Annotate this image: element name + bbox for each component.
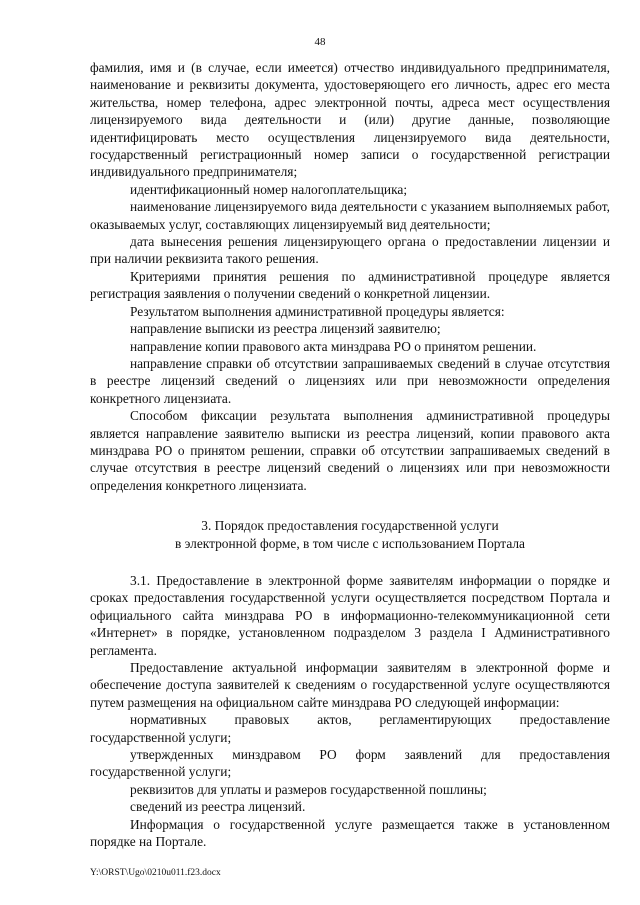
- paragraph: направление справки об отсутствии запрашиваемых сведений в случае отсутствия в реестре лицензий сведений о лицензиях или при невозможности определения конкретного лицензиата.: [90, 355, 610, 406]
- paragraph: нормативных правовых актов, регламентирующих предоставление государственной услуги;: [90, 712, 610, 745]
- paragraph: Критериями принятия решения по административной процедуре является регистрация заявления о получении сведений о конкретной лицензии.: [90, 268, 610, 302]
- paragraph: направление выписки из реестра лицензий заявителю;: [130, 321, 441, 337]
- paragraph: идентификационный номер налогоплательщика;: [130, 181, 408, 197]
- paragraph: реквизитов для уплаты и размеров государственной пошлины;: [130, 781, 487, 797]
- paragraph: Результатом выполнения административной процедуры является:: [130, 303, 505, 319]
- paragraph: 3.1. Предоставление в электронной форме заявителям информации о порядке и сроках предоставления государственной услуги осуществляется посредством Портала и официального сайта минздрава РО в информационно-телекоммуникационной сети «Интернет» в порядке, установленном подразделом 3 раздела I Административного регламента.: [90, 572, 610, 658]
- paragraph: утвержденных минздравом РО форм заявлений для предоставления государственной услуги;: [90, 747, 610, 780]
- page-number: 48: [314, 36, 326, 48]
- paragraph: Информация о государственной услуге размещается также в установленном порядке на Портале.: [90, 816, 610, 850]
- section-heading: [90, 517, 610, 552]
- footer-file-path: Y:\ORST\Ugo\0210u011.f23.docx: [90, 868, 221, 878]
- paragraphs-before: [90, 59, 610, 494]
- section-heading-line-2: в электронной форме, в том числе с использованием Портала: [174, 535, 526, 551]
- paragraph: направление копии правового акта минздрава РО о принятом решении.: [130, 338, 537, 354]
- paragraph: наименование лицензируемого вида деятельности с указанием выполняемых работ, оказываемых услуг, составляющих лицензируемый вид деятельности;: [90, 199, 610, 232]
- document-body: [90, 59, 610, 850]
- section-heading-line-1: 3. Порядок предоставления государственной услуги: [201, 518, 499, 534]
- paragraphs-after: [90, 572, 610, 851]
- paragraph: дата вынесения решения лицензирующего органа о предоставлении лицензии и при наличии реквизита такого решения.: [90, 234, 610, 267]
- paragraph: сведений из реестра лицензий.: [130, 799, 306, 815]
- paragraph: Предоставление актуальной информации заявителям в электронной форме и обеспечение доступа заявителей к сведениям о государственной услуге осуществляются путем размещения на официальном сайте минздрава РО следующей информации:: [90, 660, 610, 710]
- paragraph: фамилия, имя и (в случае, если имеется) отчество индивидуального предпринимателя, наименование и реквизиты документа, удостоверяющего его личность, адрес его места жительства, номер телефона, адрес электронной почты, адреса мест осуществления лицензируемого вида деятельности и (или) другие данные, позволяющие идентифицировать место осуществления лицензируемого вида деятельности, государственный регистрационный номер записи о государственной регистрации индивидуального предпринимателя;: [90, 60, 610, 180]
- paragraph: Способом фиксации результата выполнения административной процедуры является направление заявителю выписки из реестра лицензий, копии правового акта минздрава РО о принятом решении, справки об отсутствии запрашиваемых сведений в случае отсутствия в реестре лицензий сведений о лицензиях или при невозможности определения конкретного лицензиата.: [90, 408, 610, 493]
